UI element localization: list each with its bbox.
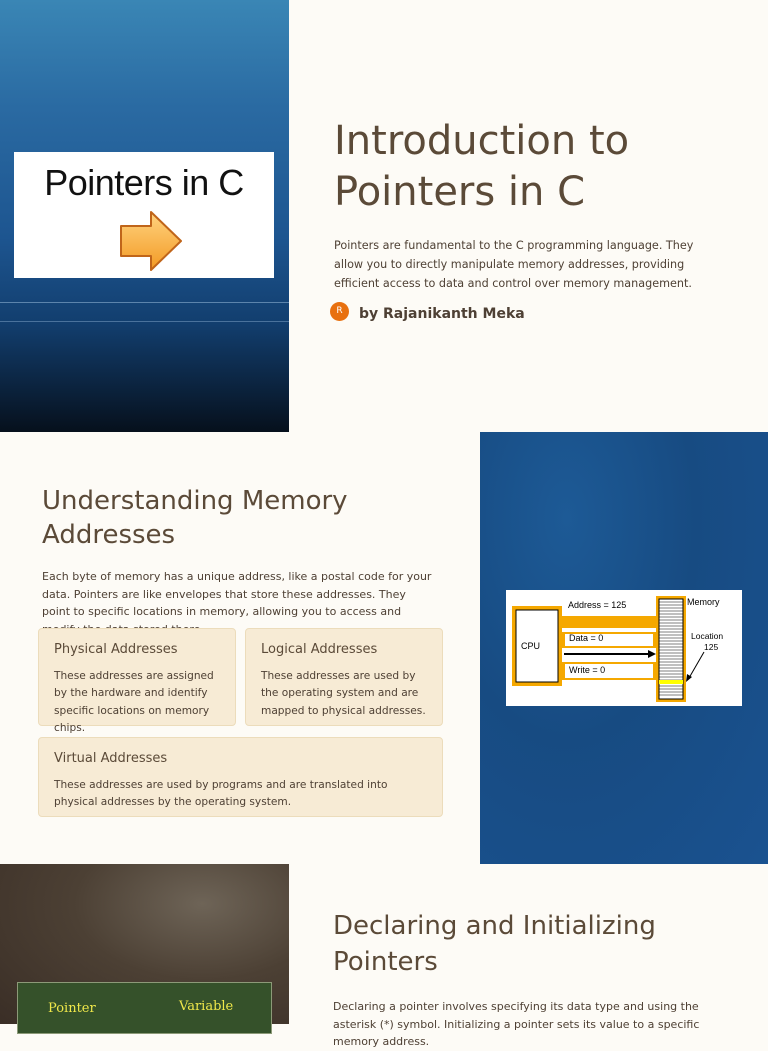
card-text: These addresses are used by the operating system and are mapped to physical addresses. — [261, 670, 426, 717]
location-label: Location — [691, 631, 724, 641]
address-bus — [562, 616, 656, 628]
address-label: Address = 125 — [568, 600, 627, 610]
data-label: Data = 0 — [569, 633, 604, 643]
section-title: Declaring and Initializing Pointers — [333, 911, 656, 977]
cpu-label: CPU — [521, 641, 541, 651]
card-title: Virtual Addresses — [54, 751, 168, 766]
intro-description: Pointers are fundamental to the C programming language. They allow you to directly manipulate memory addresses, providing efficient access to data and control over memory management. — [334, 239, 694, 290]
page-title: Introduction to Pointers in C — [334, 118, 630, 215]
memory-diagram — [506, 590, 742, 706]
pointer-board-image — [0, 864, 289, 1024]
section-title: Understanding Memory Addresses — [42, 486, 348, 550]
memory-label: Memory — [687, 597, 720, 607]
memory-diagram-panel — [480, 432, 768, 864]
memory-location-highlight — [659, 680, 683, 684]
physical-addresses-card — [38, 628, 236, 734]
chalkboard — [17, 982, 272, 1034]
title-card-text: Pointers in C — [44, 162, 244, 203]
board-variable-label: Variable — [179, 999, 234, 1014]
section-description: Each byte of memory has a unique address, like a postal code for your data. Pointers are like envelopes that store these addresses. They point to specific locations in memory, allowing you to access and — [42, 570, 432, 618]
slide-declaring-pointers — [0, 864, 768, 1048]
author-name: by Rajanikanth Meka — [359, 306, 525, 322]
slide-introduction — [0, 0, 768, 432]
card-text: These addresses are assigned by the hardware and identify specific locations on memory chips. — [54, 670, 214, 734]
write-label: Write = 0 — [569, 665, 606, 675]
card-title: Logical Addresses — [261, 642, 378, 657]
pointers-title-card — [14, 152, 274, 278]
board-pointer-label: Pointer — [48, 1001, 96, 1016]
slide-memory-addresses — [0, 432, 768, 864]
decorative-line — [0, 302, 289, 303]
right-arrow-icon — [118, 210, 188, 274]
decorative-line — [0, 321, 289, 322]
card-title: Physical Addresses — [54, 642, 178, 657]
logical-addresses-card — [245, 628, 443, 726]
card-text: These addresses are used by programs and are translated into physical addresses by the operating system. — [54, 779, 388, 809]
author-avatar: R — [330, 302, 349, 321]
section-description: Declaring a pointer involves specifying its data type and using the asterisk (*) symbol. Initializing a pointer sets its value to a specific memory address. — [333, 1000, 700, 1048]
title-slide-image — [0, 0, 289, 432]
location-value: 125 — [704, 642, 719, 652]
virtual-addresses-card — [38, 737, 443, 817]
